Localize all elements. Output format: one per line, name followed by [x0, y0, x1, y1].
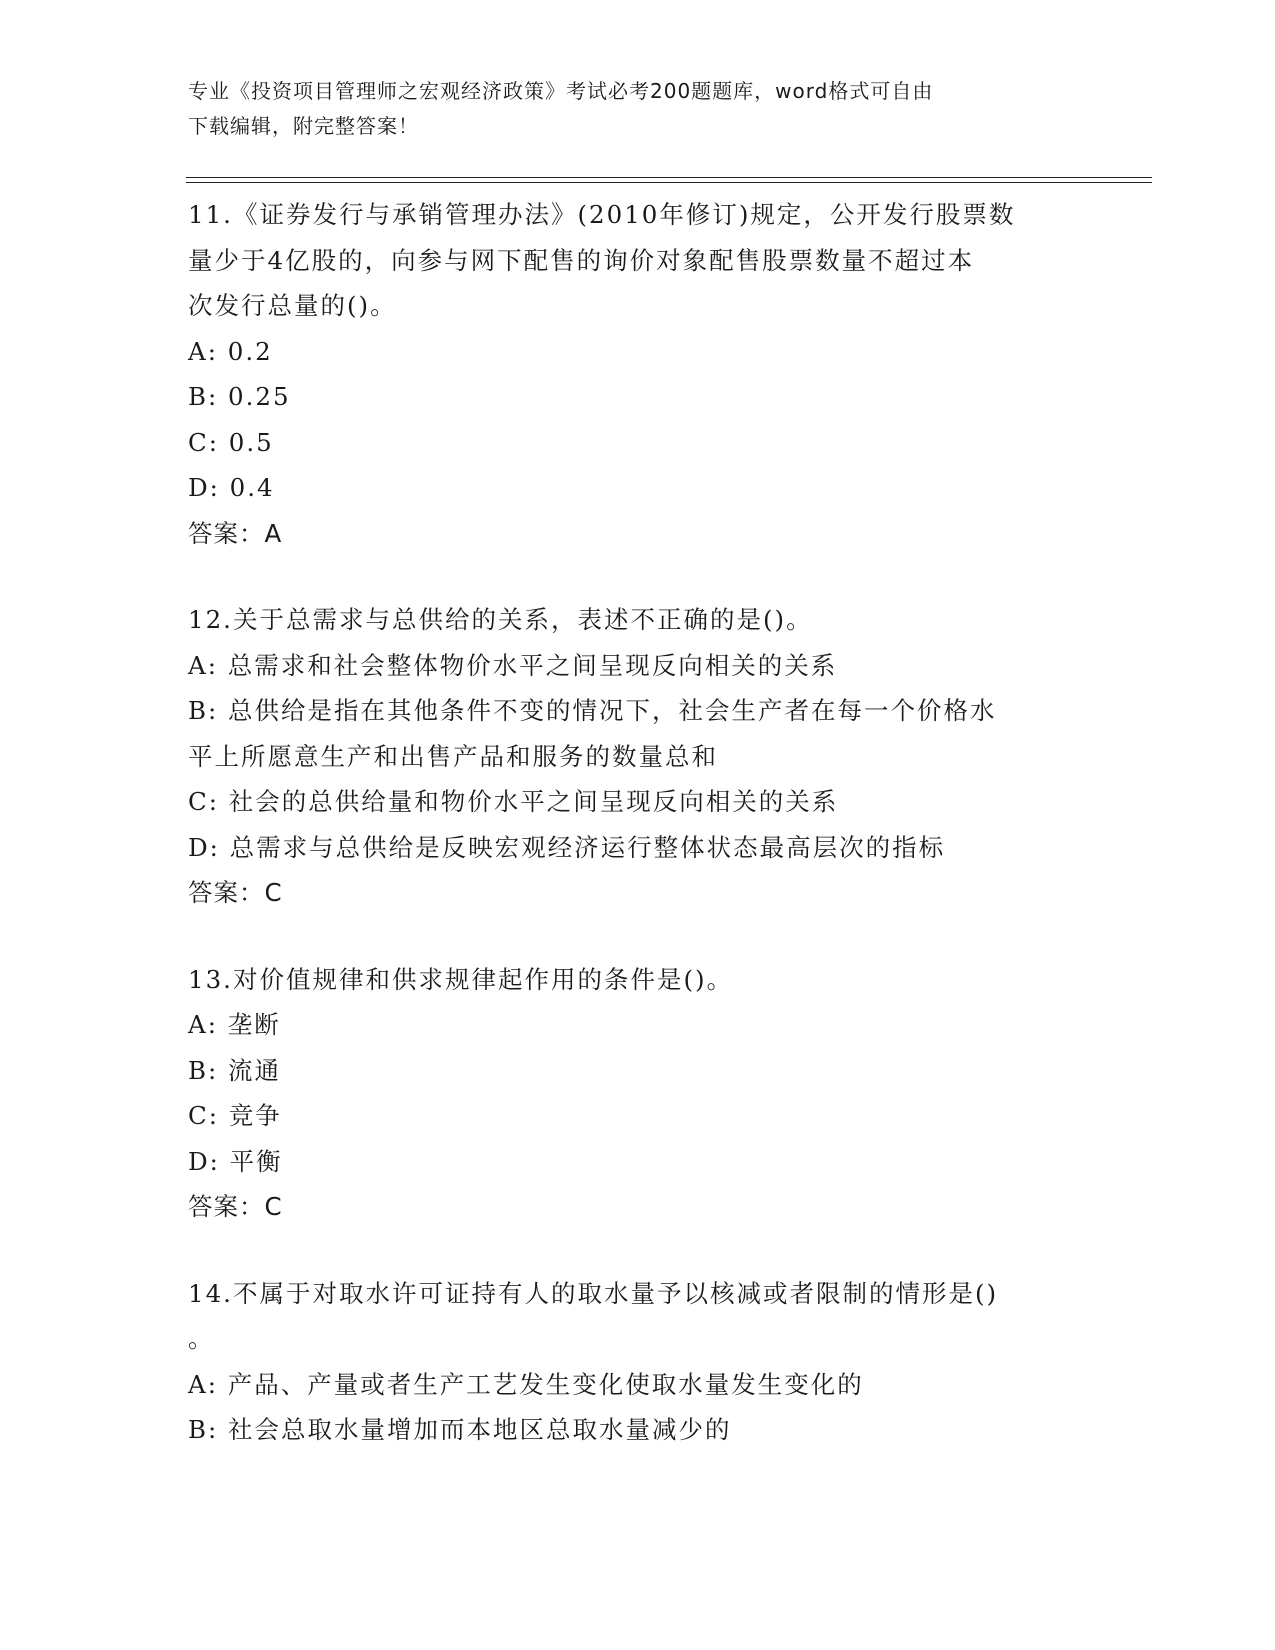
- document-header: [188, 74, 1068, 144]
- header-line-1: 专业《投资项目管理师之宏观经济政策》考试必考200题题库，word格式可自由: [188, 79, 934, 103]
- option-c: C: 竞争: [188, 1101, 282, 1130]
- question-text-line: 次发行总量的()。: [188, 291, 397, 320]
- header-rule-bottom: [186, 182, 1152, 183]
- question-list: [188, 192, 1088, 1494]
- option-d: D: 平衡: [188, 1146, 283, 1176]
- option-c: C: 社会的总供给量和物价水平之间呈现反向相关的关系: [188, 787, 839, 816]
- option-b: B: 0.25: [188, 382, 291, 411]
- answer-label: 答案：C: [188, 878, 283, 907]
- option-b-continued: 平上所愿意生产和出售产品和服务的数量总和: [188, 741, 718, 771]
- question-11: [188, 192, 1088, 556]
- question-text-line: 。: [188, 1324, 215, 1353]
- option-a: A: 0.2: [188, 336, 273, 366]
- option-b: B: 流通: [188, 1055, 282, 1085]
- answer-label: 答案：A: [188, 518, 283, 548]
- question-text-line: 14.不属于对取水许可证持有人的取水量予以核减或者限制的情形是(): [188, 1278, 999, 1308]
- header-rule-top: [186, 177, 1152, 178]
- header-line-2: 下载编辑，附完整答案！: [188, 114, 419, 138]
- option-c: C: 0.5: [188, 427, 274, 457]
- question-text-line: 13.对价值规律和供求规律起作用的条件是()。: [188, 964, 734, 994]
- option-b: B: 社会总取水量增加而本地区总取水量减少的: [188, 1415, 732, 1444]
- question-13: [188, 957, 1088, 1230]
- option-a: A: 产品、产量或者生产工艺发生变化使取水量发生变化的: [188, 1369, 864, 1399]
- answer-label: 答案：C: [188, 1192, 283, 1221]
- option-a: A: 垄断: [188, 1010, 281, 1039]
- question-14: [188, 1271, 1088, 1453]
- option-d: D: 0.4: [188, 473, 275, 502]
- question-text-line: 11.《证券发行与承销管理办法》(2010年修订)规定，公开发行股票数: [188, 200, 1016, 229]
- option-a: A: 总需求和社会整体物价水平之间呈现反向相关的关系: [188, 650, 838, 680]
- question-12: [188, 597, 1088, 916]
- question-text-line: 12.关于总需求与总供给的关系，表述不正确的是()。: [188, 605, 813, 634]
- option-b: B: 总供给是指在其他条件不变的情况下，社会生产者在每一个价格水: [188, 696, 997, 725]
- option-d: D: 总需求与总供给是反映宏观经济运行整体状态最高层次的指标: [188, 832, 946, 862]
- question-text-line: 量少于4亿股的，向参与网下配售的询价对象配售股票数量不超过本: [188, 245, 975, 275]
